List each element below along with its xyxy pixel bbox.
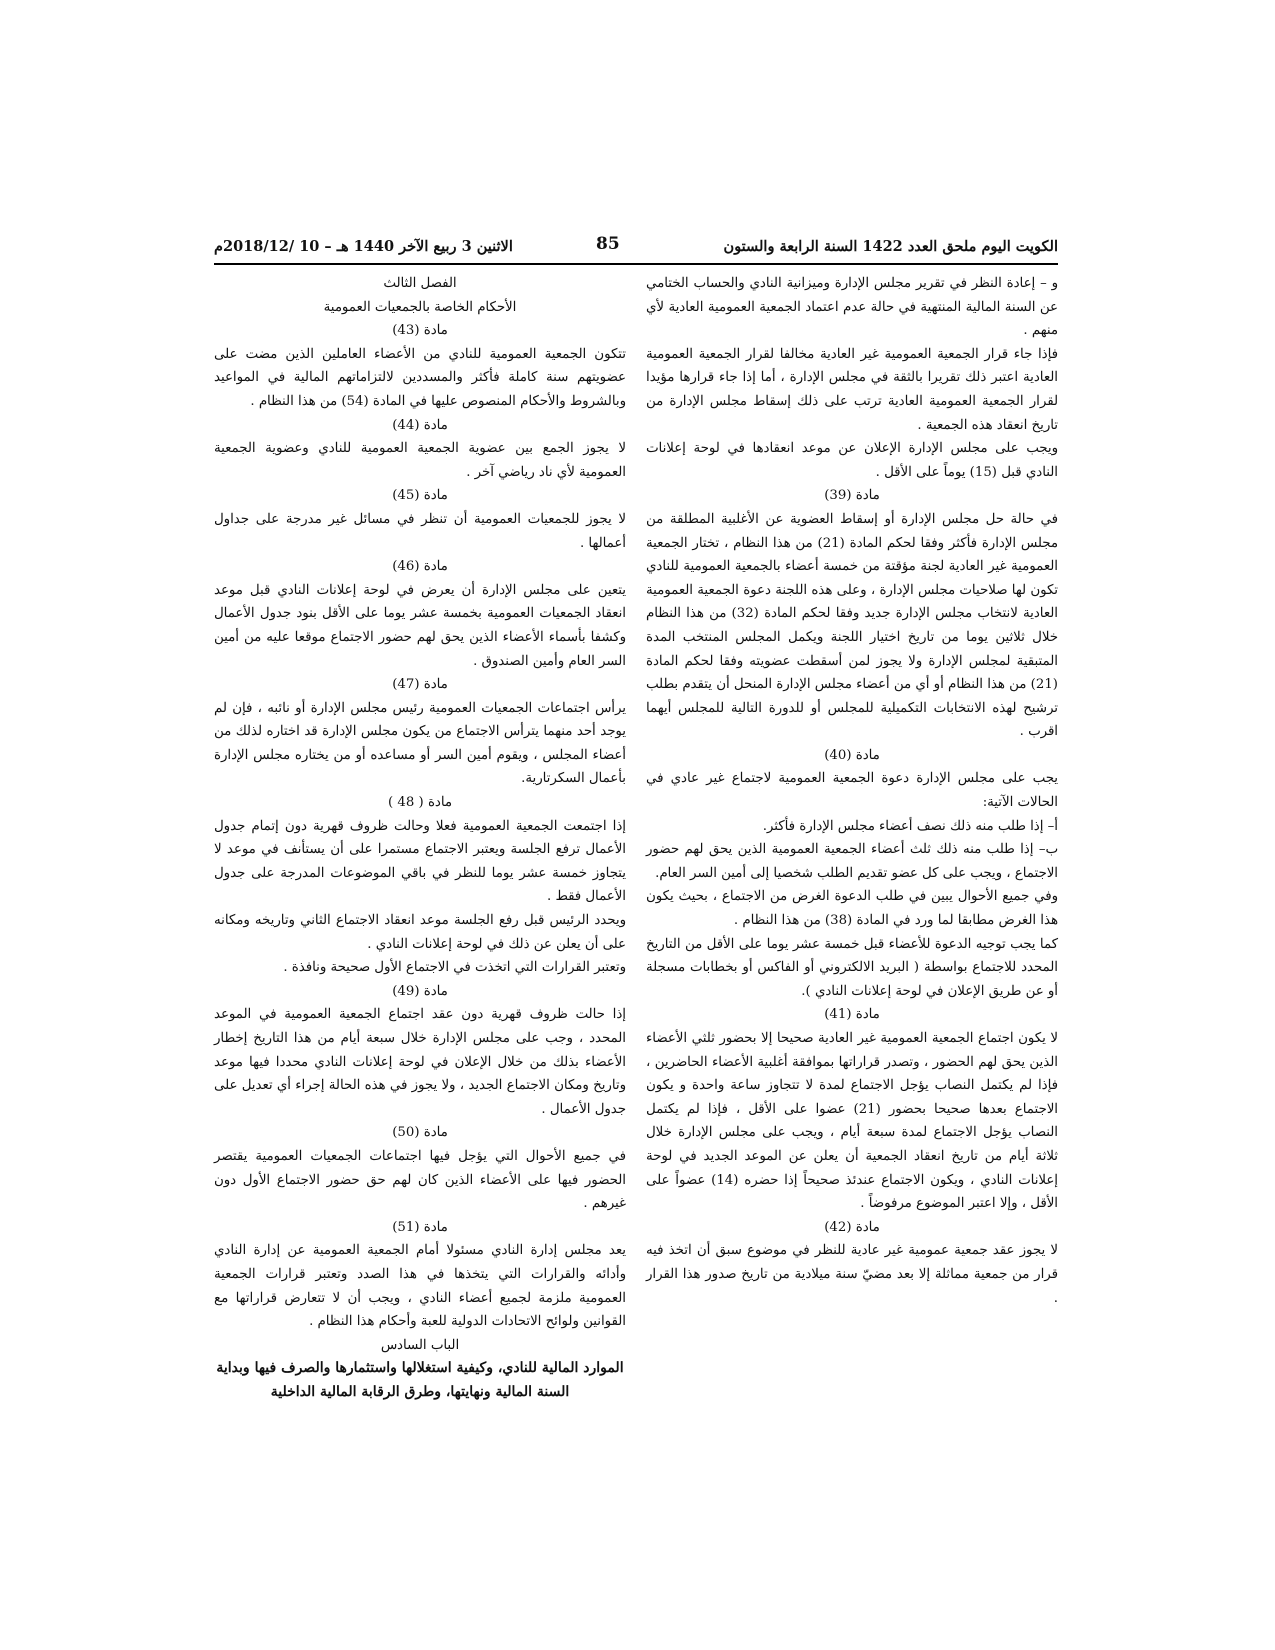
header-rule	[214, 263, 1058, 265]
left-column-heading: الأحكام الخاصة بالجمعيات العمومية	[323, 299, 517, 315]
right-column-paragraph: في حالة حل مجلس الإدارة أو إسقاط العضوية عن الأغلبية المطلقة من مجلس الإدارة فأكثر وفقا لحكم المادة (21) من هذا النظام ، تختار الجمعية العمومية غير العادية لجنة مؤقتة من خمسة أعضاء بالجمعية العمومية للنادي تكون لها صلاحيات مجلس الإدارة ، وعلى هذه اللجنة دعوة الجمعية العمومية العادية لانتخاب مجلس الإدارة جديد وفقا لحكم المادة (32) من هذا النظام خلال ثلاثين يوما من تاريخ اختيار اللجنة ويكمل المجلس المنتخب المدة المتبقية لمجلس الإدارة ولا يجوز لمن أسقطت عضويته وفقا لحكم المادة (21) من هذا النظام أو أي من أعضاء مجلس الإدارة المنحل أن يتقدم بطلب ترشيح لهذه الانتخابات التكميلية للمجلس أو للدورة التالية للمجلس أيهما اقرب .	[646, 511, 1058, 740]
right-column-paragraph: وفي جميع الأحوال يبين في طلب الدعوة الغرض من الاجتماع ، بحيث يكون هذا الغرض مطابقا لما ورد في المادة (38) من هذا النظام .	[646, 889, 1058, 929]
right-column-paragraph: أ– إذا طلب منه ذلك نصف أعضاء مجلس الإدارة فأكثر.	[762, 818, 1058, 834]
right-column-heading: مادة (40)	[824, 747, 880, 763]
left-column-heading: مادة ( 48 )	[387, 795, 453, 811]
left-column-heading: مادة (45)	[392, 488, 448, 504]
left-column-heading: مادة (49)	[392, 983, 448, 999]
right-column-heading: مادة (39)	[824, 488, 880, 504]
right-column-paragraph: ويجب على مجلس الإدارة الإعلان عن موعد انعقادها في لوحة إعلانات النادي قبل (15) يوماً على الأقل .	[646, 441, 1058, 480]
left-column-heading: مادة (46)	[392, 559, 448, 575]
gazette-issue-info: الكويت اليوم ملحق العدد 1422 السنة الرابعة والستون	[723, 238, 1058, 255]
right-column-paragraph: لا يجوز عقد جمعية عمومية غير عادية للنظر في موضوع سبق أن اتخذ فيه قرار من جمعية مماثلة إلا بعد مضيّ سنة ميلادية من تاريخ صدور هذا القرار .	[646, 1243, 1058, 1306]
left-column-heading: مادة (50)	[392, 1125, 448, 1141]
right-column-heading: مادة (41)	[824, 1007, 880, 1023]
left-column-paragraph: وتعتبر القرارات التي اتخذت في الاجتماع الأول صحيحة ونافذة .	[283, 960, 626, 976]
page-header	[214, 234, 1058, 260]
left-column-paragraph: لا يجوز للجمعيات العمومية أن تنظر في مسائل غير مدرجة على جداول أعمالها .	[214, 511, 626, 551]
right-column-paragraph: فإذا جاء قرار الجمعية العمومية غير العادية مخالفا لقرار الجمعية العمومية العادية اعتبر ذلك تقريرا بالثقة في مجلس الإدارة ، أما إذا جاء قرارها مؤيدا لقرار الجمعية العمومية العادية ترتب على ذلك إسقاط مجلس الإدارة من تاريخ انعقاد هذه الجمعية .	[646, 346, 1058, 433]
left-column-paragraph: يتعين على مجلس الإدارة أن يعرض في لوحة إعلانات النادي قبل موعد انعقاد الجمعيات العمومية بخمسة عشر يوما على الأقل بنود جدول الأعمال وكشفا بأسماء الأعضاء الذين يحق لهم حضور الاجتماع موقعا عليه من أمين السر العام وأمين الصندوق .	[214, 582, 626, 669]
left-column-heading: مادة (51)	[392, 1219, 448, 1235]
right-column-paragraph: لا يكون اجتماع الجمعية العمومية غير العادية صحيحا إلا بحضور ثلثي الأعضاء الذين يحق لهم الحضور ، وتصدر قراراتها بموافقة أغلبية الأعضاء الحاضرين ، فإذا لم يكتمل النصاب يؤجل الاجتماع لمدة لا تتجاوز ساعة واحدة و يكون الاجتماع بعدها صحيحا بحضور (21) عضوا على الأقل ، فإذا لم يكتمل النصاب يؤجل الاجتماع لمدة سبعة أيام ، ويجب على مجلس الإدارة خلال ثلاثة أيام من تاريخ انعقاد الجمعية أن يعلن عن الموعد الجديد في لوحة إعلانات النادي ، ويكون الاجتماع عندئذ صحيحاً إذا حضره (14) عضواً على الأقل ، وإلا اعتبر الموضوع مرفوضاً .	[646, 1031, 1058, 1212]
left-column-heading: مادة (47)	[392, 677, 448, 693]
left-column-heading: الفصل الثالث	[383, 276, 457, 291]
left-column-paragraph: يرأس اجتماعات الجمعيات العمومية رئيس مجلس الإدارة أو نائبه ، فإن لم يوجد أحد منهما يترأس الاجتماع من يكون مجلس الإدارة قد اختاره لذلك من أعضاء المجلس ، ويقوم أمين السر أو مساعده أو من يختاره مجلس الإدارة بأعمال السكرتارية.	[214, 700, 626, 787]
left-column-paragraph: إذا حالت ظروف قهرية دون عقد اجتماع الجمعية العمومية في الموعد المحدد ، وجب على مجلس الإدارة خلال سبعة أيام من هذا التاريخ إخطار الأعضاء بذلك من خلال الإعلان في لوحة إعلانات النادي محددا فيها موعد وتاريخ ومكان الاجتماع الجديد ، ولا يجوز في هذه الحالة إجراء أي تعديل على جدول الأعمال .	[214, 1007, 626, 1117]
left-column-heading: مادة (44)	[392, 417, 448, 433]
left-column-paragraph: لا يجوز الجمع بين عضوية الجمعية العمومية للنادي وعضوية الجمعية العمومية لأي ناد رياضي آخر .	[214, 441, 626, 480]
left-column-paragraph: في جميع الأحوال التي يؤجل فيها اجتماعات الجمعيات العمومية يقتصر الحضور فيها على الأعضاء الذين كان لهم حق حضور الاجتماع الأول دون غيرهم .	[214, 1148, 626, 1212]
gazette-date: الاثنين 3 ربيع الآخر 1440 هـ – 10 /2018/12م	[214, 238, 513, 255]
right-column-paragraph: يجب على مجلس الإدارة دعوة الجمعية العمومية لاجتماع غير عادي في الحالات الآتية:	[646, 771, 1058, 811]
right-column-paragraph: ب– إذا طلب منه ذلك ثلث أعضاء الجمعية العمومية الذين يحق لهم حضور الاجتماع ، ويجب على كل عضو تقديم الطلب شخصيا إلى أمين السر العام.	[646, 842, 1058, 881]
page-number: 85	[596, 234, 620, 254]
left-column-paragraph: يعد مجلس إدارة النادي مسئولا أمام الجمعية العمومية عن إدارة النادي وأدائه والقرارات التي يتخذها في هذا الصدد وتعتبر قرارات الجمعية العمومية ملزمة لجميع أعضاء النادي ، ويجب أن لا تتعارض قراراتها مع القوانين ولوائح الاتحادات الدولية للعبة وأحكام هذا النظام .	[214, 1243, 626, 1330]
left-column-paragraph: ويحدد الرئيس قبل رفع الجلسة موعد انعقاد الاجتماع الثاني وتاريخه ومكانه على أن يعلن عن ذلك في لوحة إعلانات النادي .	[214, 913, 626, 952]
right-column-heading: مادة (42)	[824, 1219, 880, 1235]
left-column-paragraph: إذا اجتمعت الجمعية العمومية فعلا وحالت ظروف قهرية دون إتمام جدول الأعمال ترفع الجلسة ويعتبر الاجتماع مستمرا على أن يستأنف في موعد لا يتجاوز خمسة عشر يوما للنظر في باقي الموضوعات المدرجة على جدول الأعمال فقط .	[214, 818, 626, 905]
left-column-paragraph: تتكون الجمعية العمومية للنادي من الأعضاء العاملين الذين مضت على عضويتهم سنة كاملة فأكثر والمسددين لالتزاماتهم المالية في المواعيد وبالشروط والأحكام المنصوص عليها في المادة (54) من هذا النظام .	[214, 346, 626, 409]
right-column-paragraph: كما يجب توجيه الدعوة للأعضاء قبل خمسة عشر يوما على الأقل من التاريخ المحدد للاجتماع بواسطة ( البريد الالكتروني أو الفاكس أو بخطابات مسجلة أو عن طريق الإعلان في لوحة إعلانات النادي ).	[646, 936, 1058, 999]
left-column-section-title: الموارد المالية للنادي، وكيفية استغلالها واستثمارها والصرف فيها وبداية السنة المالية ونهايتها، وطرق الرقابة المالية الداخلية	[216, 1360, 624, 1400]
right-column-paragraph: و – إعادة النظر في تقرير مجلس الإدارة وميزانية النادي والحساب الختامي عن السنة المالية المنتهية في حالة عدم اعتماد الجمعية العمومية العادية لأي منهم .	[646, 276, 1058, 339]
left-column	[214, 272, 626, 1405]
right-column	[646, 272, 1058, 1310]
left-column-heading: الباب السادس	[380, 1337, 460, 1353]
left-column-heading: مادة (43)	[392, 323, 448, 339]
